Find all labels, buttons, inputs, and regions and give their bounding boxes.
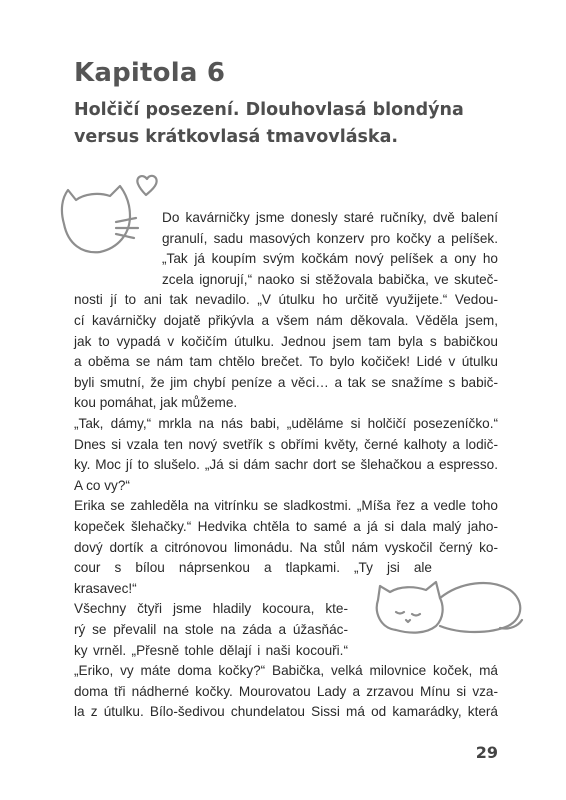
chapter-subtitle: Holčičí posezení. Dlouhovlasá blondýna versus krátkovlasá tmavovláska. <box>74 100 464 147</box>
text-line: byli smutní, že jim chybí peníze a věci… a tak se snažíme s babič- <box>74 374 498 390</box>
text-line: „Tak, dámy,“ mrkla na nás babi, „uděláme si holčičí posezeníčko.“ <box>74 416 498 431</box>
text-line: dový dortík a citrónovou limonádu. Na stůl nám vyskočil černý ko- <box>74 539 498 555</box>
chapter-title: Kapitola 6 <box>74 58 226 88</box>
text-line: kopeček šlehačky.“ Hedvika chtěla to samé a já si dala malý jaho- <box>74 519 498 534</box>
text-line: krasavec!“ <box>74 580 137 596</box>
text-line: doma tři nádherné kočky. Mourovatou Lady a zrzavou Mínu si vza- <box>74 683 498 699</box>
text-line: zcela ignorují,“ naoko si stěžovala babička, ve skuteč- <box>162 271 498 287</box>
text-line: Erika se zahleděla na vitrínku se sladkostmi. „Míša řez a vedle toho <box>74 498 498 514</box>
cat-with-heart-icon <box>58 168 178 260</box>
text-line: kou pomáhat, jak můžeme. <box>74 395 238 411</box>
text-line: granulí, sadu masových konzerv pro kočky a pelíšek. <box>162 230 498 246</box>
text-line: „Tak já koupím svým kočkám nový pelíšek a ony ho <box>162 251 498 267</box>
text-line: ky. Moc jí to slušelo. „Já si dám sachr dort se šlehačkou a espresso. <box>74 457 498 473</box>
text-line: cí kavárničky dojatě přikývla a všem nám děkovala. Věděla jsem, <box>74 313 498 328</box>
text-line: rý se převalil na stole na záda a úžasňác- <box>74 622 348 637</box>
text-line: jak to vypadá v kočičím útulku. Jednou jsem tam byla s babičkou <box>74 333 498 349</box>
text-line: la z útulku. Bílo-šedivou chundelatou Sissi má od kamarádky, která <box>74 704 498 720</box>
page-number: 29 <box>475 743 498 762</box>
text-line: Do kavárničky jsme donesly staré ručníky, dvě balení <box>162 210 498 225</box>
text-line: Všechny čtyři jsme hladily kocoura, kte- <box>74 601 348 617</box>
text-line: Dnes si vzala ten nový svetřík s obřími květy, černé kalhoty a lodič- <box>74 436 498 452</box>
text-line: „Eriko, vy máte doma kočky?“ Babička, velká milovnice koček, má <box>74 663 498 679</box>
text-line: ky vrněl. „Přesně tohle dělají i naši kocouři.“ <box>74 642 348 658</box>
text-line: cour s bílou náprsenkou a tlapkami. „Ty jsi ale <box>74 560 432 576</box>
text-line: a oběma se nám tam chtělo brečet. To bylo kočiček! Lidé v útulku <box>74 354 498 370</box>
text-line: nosti jí to ani tak nevadilo. „V útulku ho určitě využijete.“ Vedou- <box>74 292 498 308</box>
text-line: A co vy?“ <box>74 477 130 493</box>
